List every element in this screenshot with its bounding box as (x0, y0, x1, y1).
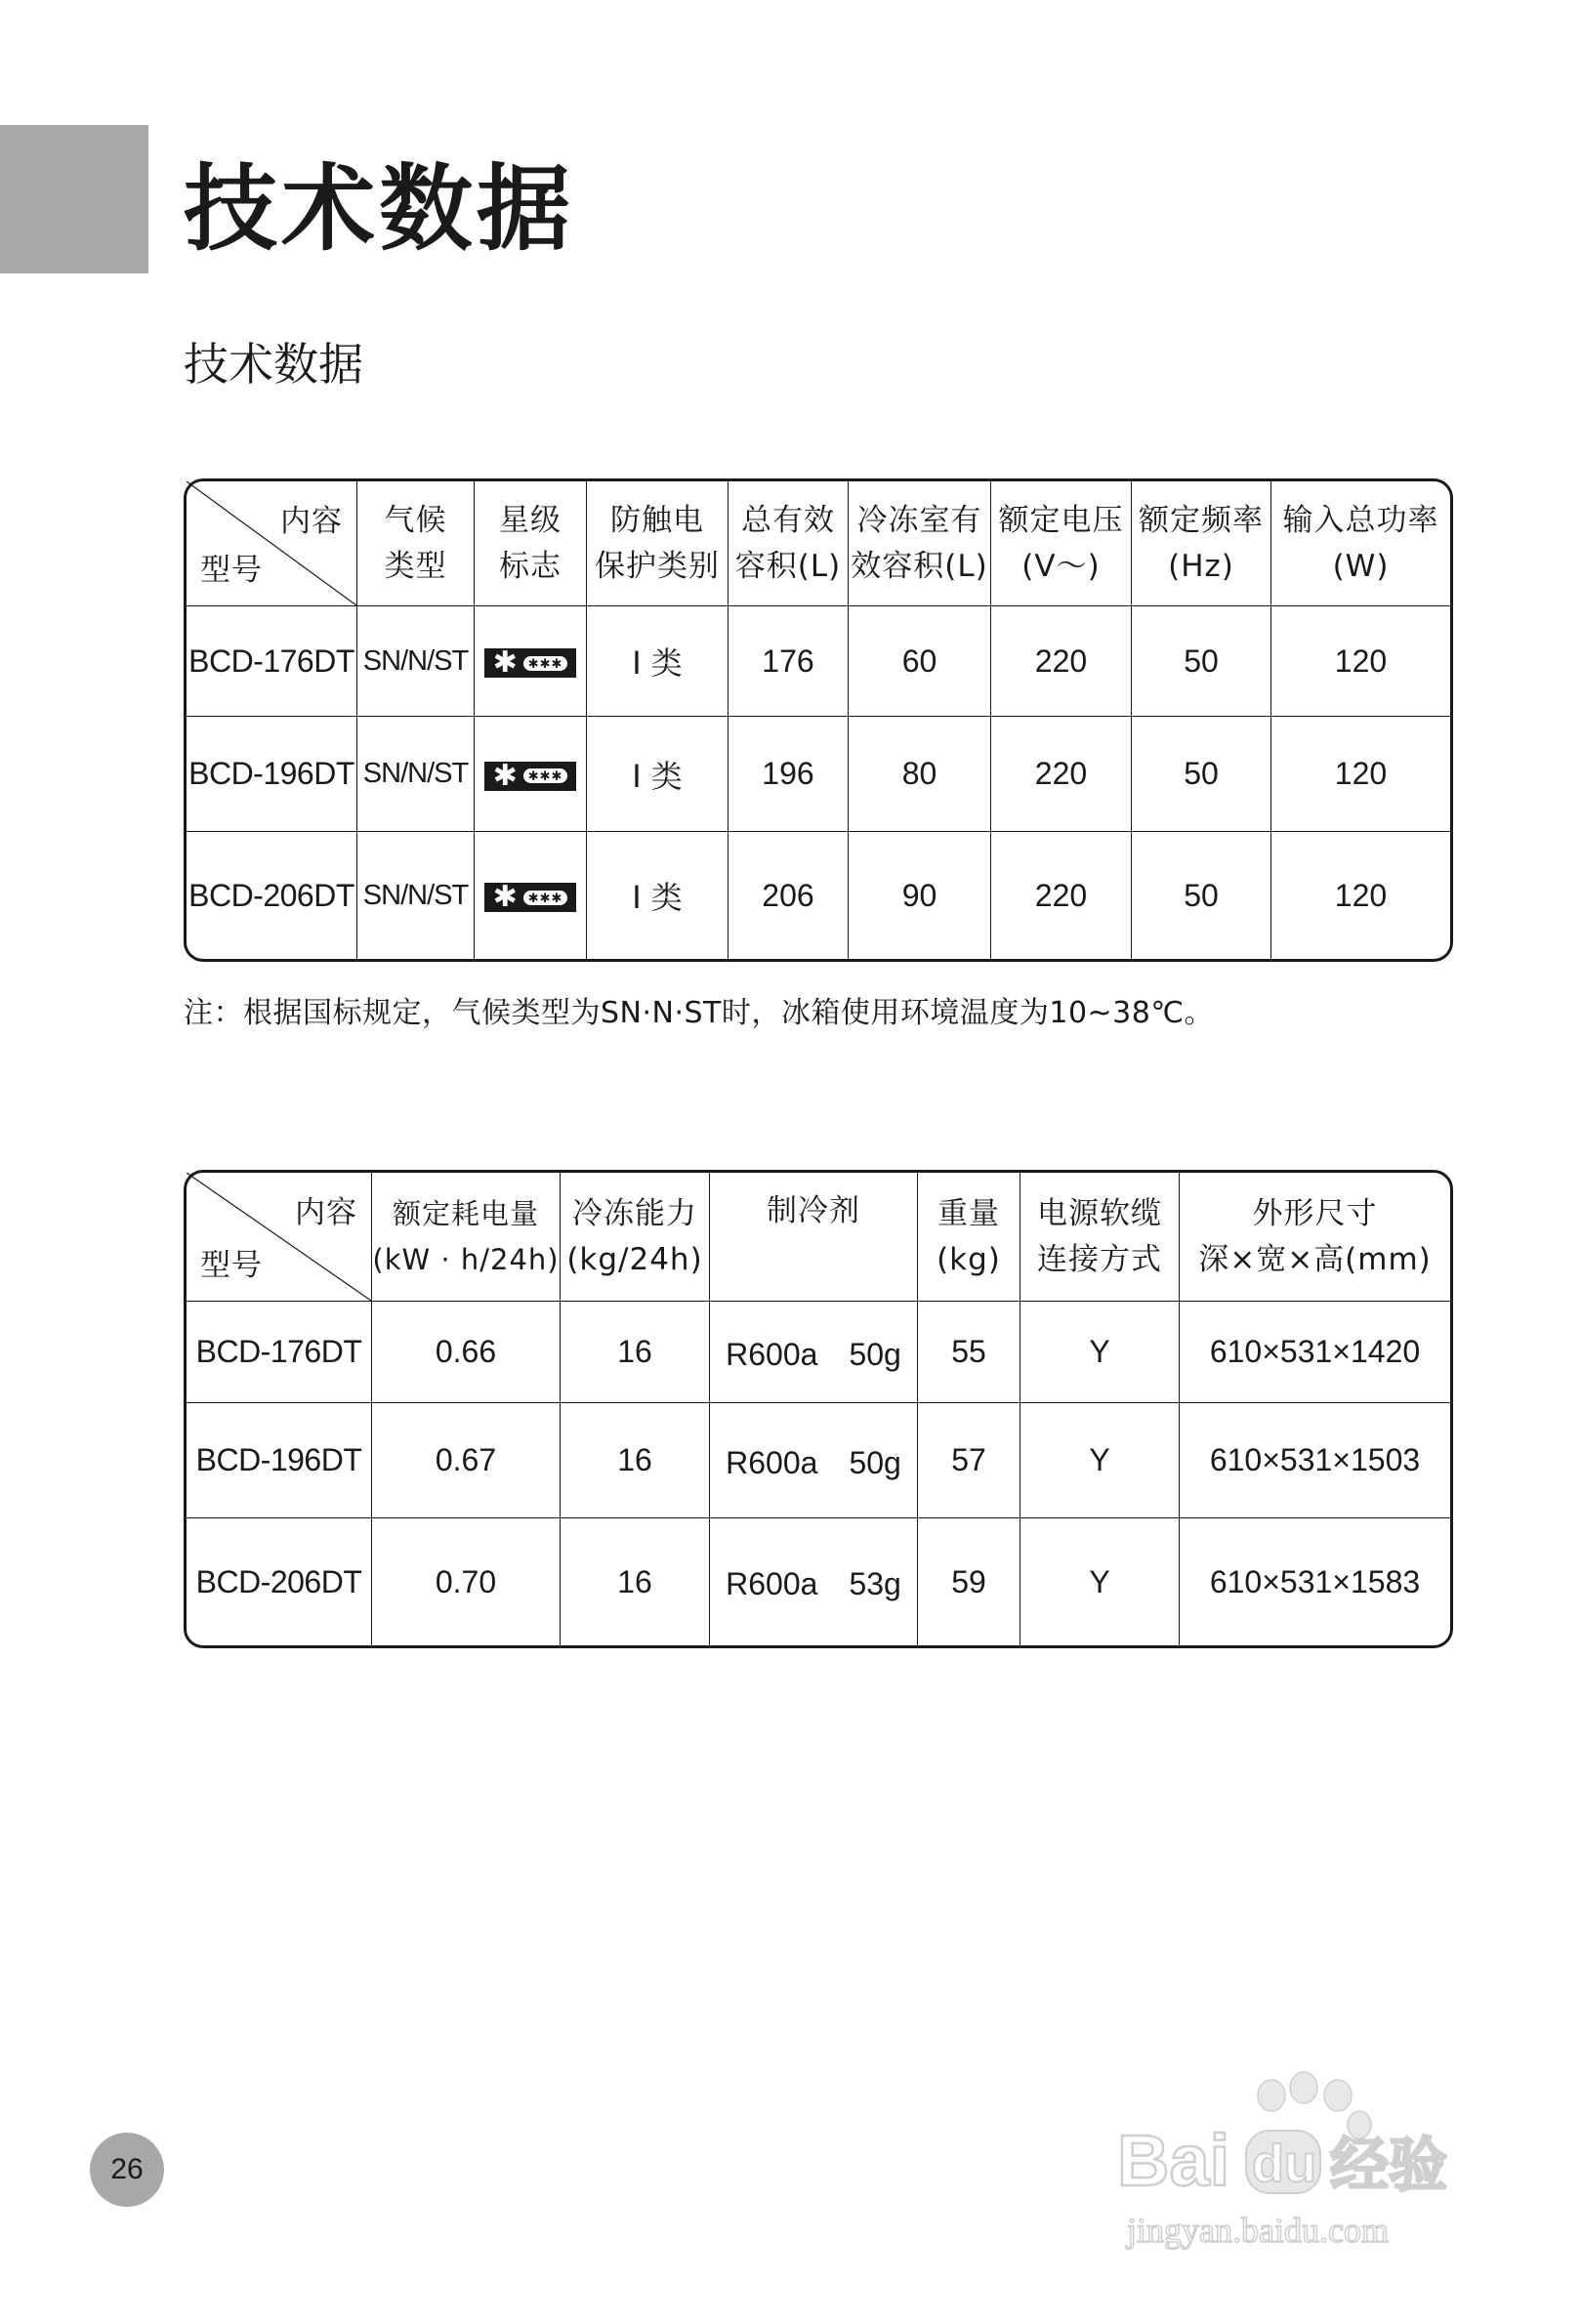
total-volume-cell: 176 (729, 606, 849, 717)
frequency-cell: 50 (1132, 717, 1271, 832)
voltage-cell: 220 (991, 606, 1132, 717)
header-energy: 额定耗电量 (kW · h/24h) (372, 1173, 561, 1302)
freezing-cell: 16 (561, 1518, 710, 1645)
spec-table-1 (184, 478, 1453, 962)
corner-bottom-label: 型号 (200, 1248, 263, 1283)
dimensions-cell: 610×531×1583 (1209, 1563, 1421, 1599)
header-star-rating: 星级 标志 (475, 481, 587, 606)
cable-cell: Y (1020, 1302, 1180, 1403)
dimensions-cell: 610×531×1503 (1180, 1403, 1450, 1518)
freezing-cell: 16 (561, 1302, 710, 1403)
refrigerant-cell: R600a 53g (710, 1518, 918, 1645)
paw-icon (1258, 2072, 1371, 2138)
voltage-cell: 220 (991, 717, 1132, 832)
model-cell: BCD-176DT (187, 1302, 372, 1403)
climate-cell: SN/N/ST (357, 606, 475, 717)
table-row (187, 1518, 1450, 1645)
climate-cell: SN/N/ST (357, 832, 475, 959)
power-cell: 120 (1271, 717, 1450, 832)
refrigerant-cell: R600a 50g (710, 1403, 918, 1518)
climate-cell: SN/N/ST (357, 717, 475, 832)
protection-cell: Ⅰ 类 (587, 606, 729, 717)
energy-cell: 0.70 (372, 1518, 561, 1645)
freezer-volume-cell: 60 (849, 606, 991, 717)
weight-cell: 55 (918, 1302, 1020, 1403)
model-cell: BCD-196DT (187, 1403, 372, 1518)
energy-cell: 0.66 (372, 1302, 561, 1403)
refrigerant-cell: R600a 50g (710, 1302, 918, 1403)
header-power: 输入总功率 (W) (1271, 481, 1450, 606)
section-title: 技术数据 (184, 338, 363, 391)
protection-cell: Ⅰ 类 (587, 717, 729, 832)
model-cell: BCD-176DT (187, 606, 357, 717)
footnote: 注：根据国标规定，气候类型为SN·N·ST时，冰箱使用环境温度为10~38℃。 (184, 996, 1215, 1030)
header-refrigerant: 制冷剂 (710, 1173, 918, 1302)
protection-cell: Ⅰ 类 (587, 832, 729, 959)
header-freezer-volume: 冷冻室有 效容积(L) (849, 481, 991, 606)
header-dimensions: 外形尺寸 深×宽×高(mm) (1180, 1173, 1450, 1302)
header-frequency: 额定频率 (Hz) (1132, 481, 1271, 606)
watermark-brand: Bai (1117, 2120, 1230, 2201)
power-cell: 120 (1334, 877, 1388, 913)
star-cell (475, 606, 587, 717)
header-voltage: 额定电压 (V～) (991, 481, 1132, 606)
cable-cell: Y (1020, 1518, 1180, 1645)
star-rating-icon: ✱ ✱✱✱ (484, 883, 577, 912)
table-row (187, 717, 1450, 832)
weight-cell: 57 (918, 1403, 1020, 1518)
header-weight: 重量 (kg) (918, 1173, 1020, 1302)
table-row (187, 832, 1450, 959)
watermark-product: 经验 (1330, 2132, 1447, 2200)
chapter-tab (0, 125, 148, 273)
total-volume-cell: 206 (729, 832, 849, 959)
page-number: 26 (90, 2133, 164, 2207)
freezing-cell: 16 (561, 1403, 710, 1518)
model-cell: BCD-206DT (187, 1518, 372, 1645)
header-protection: 防触电 保护类别 (587, 481, 729, 606)
table1-corner-cell (187, 481, 357, 606)
header-climate: 气候 类型 (357, 481, 475, 606)
freezer-volume-cell: 90 (849, 832, 991, 959)
spec-table-2 (184, 1170, 1453, 1648)
star-cell (475, 832, 587, 959)
frequency-cell: 50 (1132, 606, 1271, 717)
table2-header-row (187, 1173, 1450, 1302)
star-cell (475, 717, 587, 832)
header-total-volume: 总有效 容积(L) (729, 481, 849, 606)
table1-header-row (187, 481, 1450, 606)
dimensions-cell: 610×531×1420 (1180, 1302, 1450, 1403)
header-cable: 电源软缆 连接方式 (1020, 1173, 1180, 1302)
frequency-cell: 50 (1132, 832, 1271, 959)
page-title: 技术数据 (184, 154, 574, 264)
cable-cell: Y (1020, 1403, 1180, 1518)
star-rating-icon: ✱ ✱✱✱ (484, 762, 577, 791)
baidu-jingyan-watermark (1103, 2070, 1494, 2256)
header-freezing-capacity: 冷冻能力 (kg/24h) (561, 1173, 710, 1302)
weight-cell: 59 (918, 1518, 1020, 1645)
watermark-brand-tail: du (1252, 2135, 1316, 2193)
model-cell: BCD-206DT (187, 832, 357, 959)
table-row (187, 606, 1450, 717)
model-cell: BCD-196DT (187, 717, 357, 832)
total-volume-cell: 196 (729, 717, 849, 832)
power-cell: 120 (1271, 606, 1450, 717)
corner-bottom-label: 型号 (200, 553, 263, 588)
table-row (187, 1403, 1450, 1518)
star-rating-icon: ✱ ✱✱✱ (484, 648, 577, 678)
energy-cell: 0.67 (372, 1403, 561, 1518)
table2-corner-cell (187, 1173, 372, 1302)
corner-top-label: 内容 (280, 504, 343, 539)
table-row (187, 1302, 1450, 1403)
freezer-volume-cell: 80 (849, 717, 991, 832)
watermark-url: jingyan.baidu.com (1127, 2211, 1389, 2250)
corner-top-label: 内容 (295, 1195, 357, 1230)
voltage-cell: 220 (991, 832, 1132, 959)
